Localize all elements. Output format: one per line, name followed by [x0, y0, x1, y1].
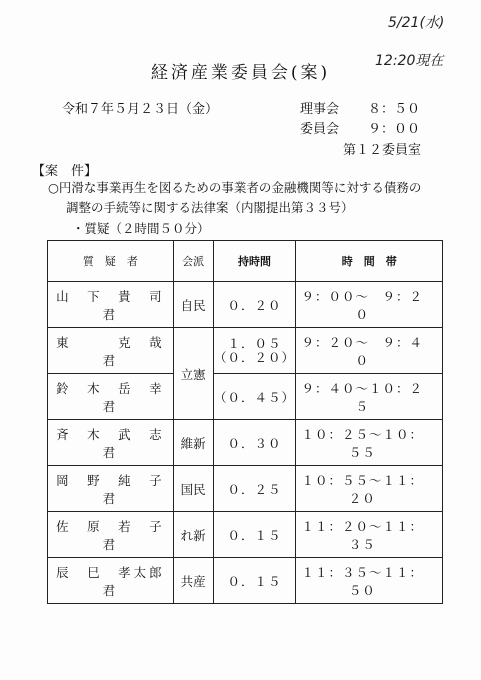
row-time: ０．１５: [213, 512, 296, 558]
row-slot: １０：５５～１１：２０: [296, 466, 443, 512]
row-party: 共産: [173, 558, 213, 604]
schedule-label-committee: 委員会: [300, 122, 340, 137]
row-time: ０．１５: [213, 558, 296, 604]
row-name: 東 克 哉 君: [48, 328, 174, 374]
row-slot: ９：２０～ ９：４０: [296, 328, 443, 374]
row-name: 岡 野 純 子 君: [48, 466, 174, 512]
row-name: 山 下 貴 司 君: [48, 282, 174, 328]
row-name: 佐 原 若 子 君: [48, 512, 174, 558]
schedule-label-board: 理事会: [300, 102, 340, 117]
header-slot: 時 間 帯: [296, 241, 443, 282]
row-party: 自民: [173, 282, 213, 328]
row-slot: ９：００～ ９：２０: [296, 282, 443, 328]
handwritten-time: 12:20現在: [375, 53, 444, 69]
section-label: 【案 件】: [32, 164, 98, 179]
bill-line-1: ○円滑な事業再生を図るための事業者の金融機関等に対する債務の: [48, 180, 422, 195]
page-title: 経済産業委員会(案): [150, 63, 331, 83]
row-slot: １０：２５～１０：５５: [296, 420, 443, 466]
header-questioner: 質 疑 者: [48, 241, 174, 282]
table-row: [48, 512, 443, 558]
row-name: 鈴 木 岳 幸 君: [48, 374, 174, 420]
row-slot: １１：２０～１１：３５: [296, 512, 443, 558]
row-party: 維新: [173, 420, 213, 466]
row-party: れ新: [173, 512, 213, 558]
row-party: 立憲: [173, 328, 213, 420]
row-time: ０．２５: [213, 466, 296, 512]
row-name: 斉 木 武 志 君: [48, 420, 174, 466]
meeting-room: 第１２委員室: [343, 143, 422, 158]
row-slot: ９：４０～１０：２５: [296, 374, 443, 420]
schedule-time-board: ８：５０: [368, 102, 421, 117]
table-row: [48, 328, 443, 374]
meeting-date: 令和７年５月２３日（金）: [62, 102, 219, 117]
table-row: [48, 466, 443, 512]
bill-line-2: 調整の手続等に関する法律案（内閣提出第３３号）: [66, 200, 354, 215]
schedule-time-committee: ９：００: [368, 122, 421, 137]
table-row: [48, 558, 443, 604]
row-slot: １１：３５～１１：５０: [296, 558, 443, 604]
row-name: 辰 巳 孝太郎 君: [48, 558, 174, 604]
row-time: ０．３０: [213, 420, 296, 466]
row-time-primary: １．０５: [227, 335, 282, 351]
table-header-row: [48, 241, 443, 282]
qa-duration-label: ・質疑（２時間５０分）: [72, 221, 210, 236]
header-time: 持時間: [213, 241, 296, 282]
table-row: [48, 374, 443, 420]
row-time-secondary: （０．２０）: [213, 349, 295, 365]
table-row: [48, 282, 443, 328]
row-time: （０．４５）: [213, 374, 296, 420]
row-time: [213, 328, 296, 374]
questioner-table: [47, 240, 443, 604]
header-party: 会派: [173, 241, 213, 282]
table-row: [48, 420, 443, 466]
handwritten-date: 5/21(水): [388, 15, 445, 31]
row-party: 国民: [173, 466, 213, 512]
row-time: ０．２０: [213, 282, 296, 328]
